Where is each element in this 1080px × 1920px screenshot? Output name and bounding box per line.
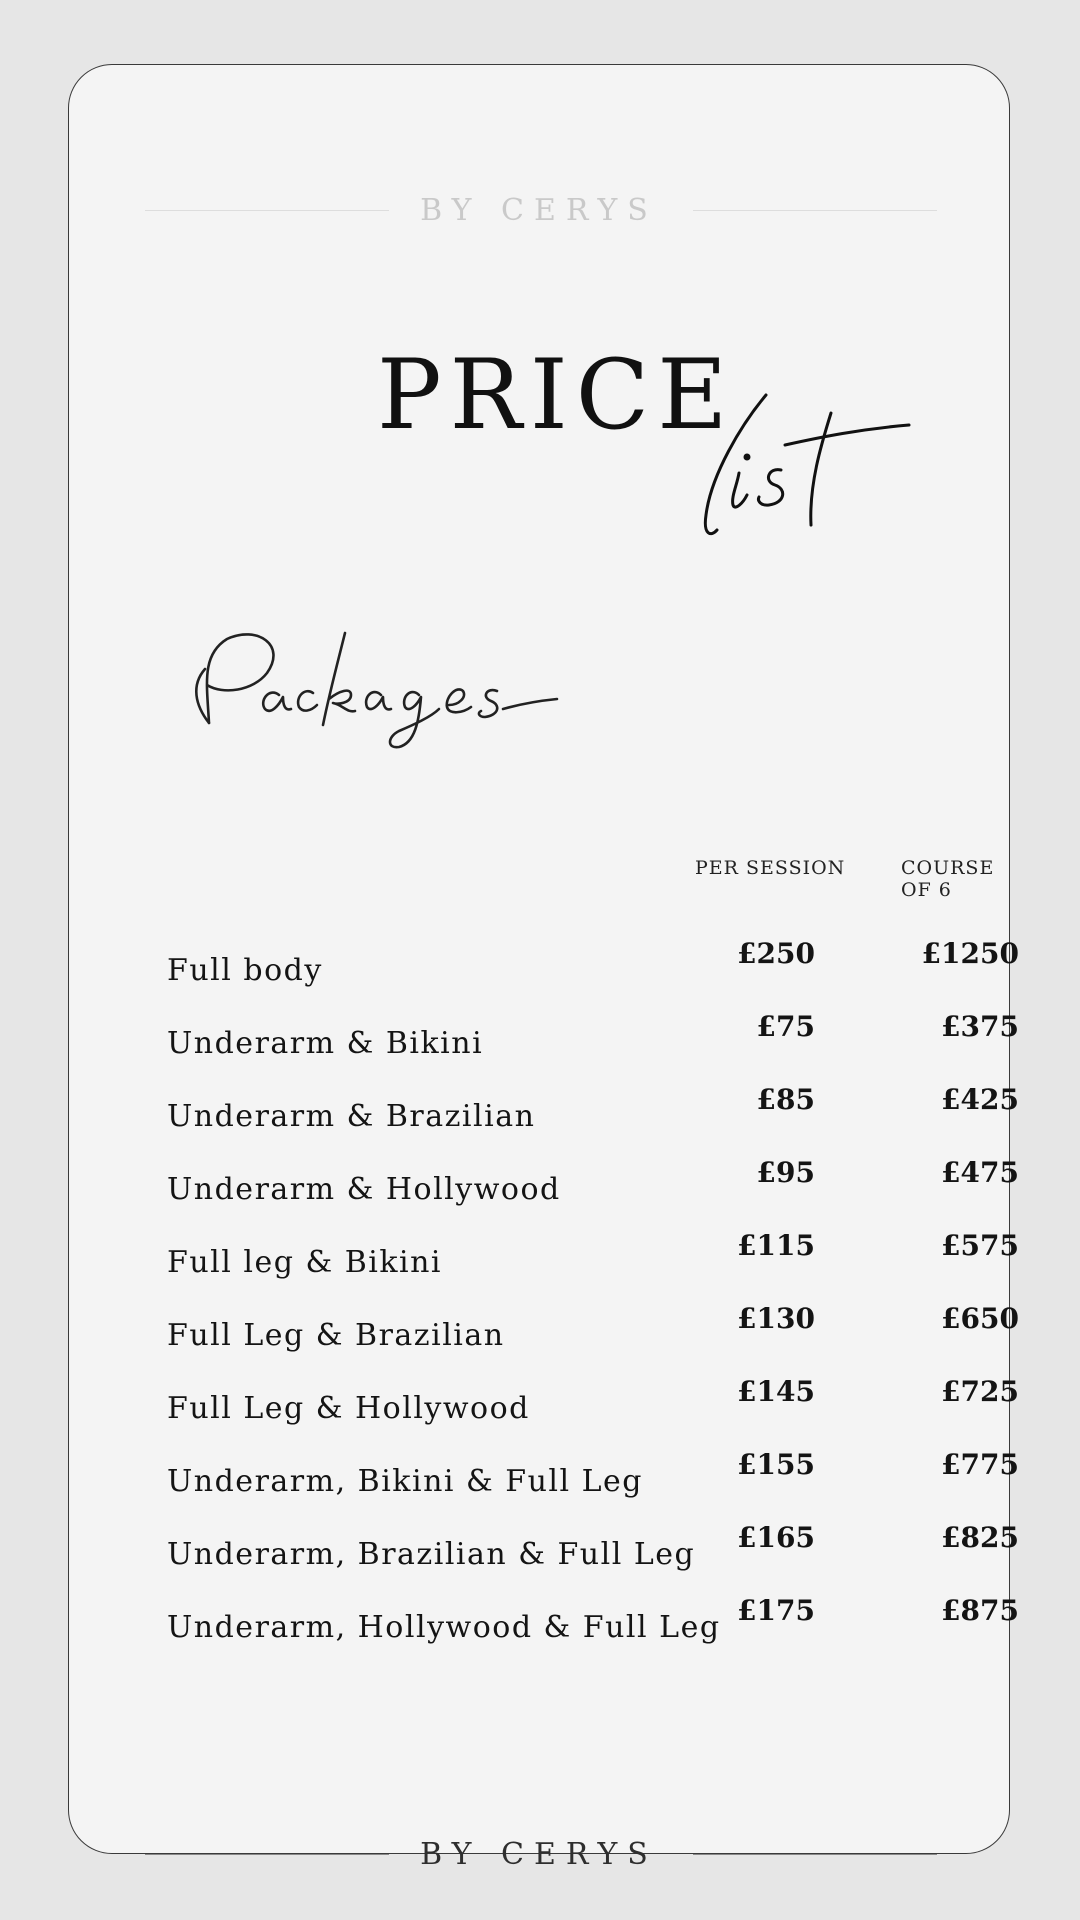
price-course: £875 bbox=[941, 1594, 1019, 1627]
price-course: £575 bbox=[941, 1229, 1019, 1262]
price-per-session: £155 bbox=[737, 1448, 815, 1481]
price-course: £650 bbox=[941, 1302, 1019, 1335]
price-per-session: £95 bbox=[756, 1156, 815, 1189]
price-per-session: £145 bbox=[737, 1375, 815, 1408]
table-row bbox=[69, 1000, 1019, 1073]
table-row bbox=[69, 1292, 1019, 1365]
price-course: £425 bbox=[941, 1083, 1019, 1116]
divider-line bbox=[693, 1854, 937, 1855]
price-course: £775 bbox=[941, 1448, 1019, 1481]
price-per-session: £250 bbox=[737, 937, 815, 970]
package-name: Full leg & Bikini bbox=[167, 1245, 443, 1280]
package-name: Full Leg & Brazilian bbox=[167, 1318, 505, 1353]
price-per-session: £165 bbox=[737, 1521, 815, 1554]
table-row bbox=[69, 1073, 1019, 1146]
price-per-session: £175 bbox=[737, 1594, 815, 1627]
script-list-lettering bbox=[681, 385, 921, 545]
package-name: Underarm & Brazilian bbox=[167, 1099, 536, 1134]
brand-name-bottom: BY CERYS bbox=[420, 1837, 658, 1872]
table-row bbox=[69, 1438, 1019, 1511]
price-per-session: £130 bbox=[737, 1302, 815, 1335]
price-per-session: £85 bbox=[756, 1083, 815, 1116]
package-name: Full Leg & Hollywood bbox=[167, 1391, 530, 1426]
title-price: PRICE bbox=[377, 339, 736, 451]
package-name: Underarm, Brazilian & Full Leg bbox=[167, 1537, 696, 1572]
divider-line bbox=[693, 210, 937, 211]
price-course: £825 bbox=[941, 1521, 1019, 1554]
package-name: Underarm, Hollywood & Full Leg bbox=[167, 1610, 721, 1645]
table-row bbox=[69, 1584, 1019, 1657]
package-name: Full body bbox=[167, 953, 323, 988]
column-header-course: COURSE OF 6 bbox=[901, 857, 995, 901]
price-table bbox=[69, 927, 1019, 1657]
table-row bbox=[69, 1365, 1019, 1438]
package-name: Underarm, Bikini & Full Leg bbox=[167, 1464, 643, 1499]
package-name: Underarm & Hollywood bbox=[167, 1172, 561, 1207]
brand-header bbox=[69, 191, 1009, 231]
price-course: £725 bbox=[941, 1375, 1019, 1408]
price-per-session: £75 bbox=[756, 1010, 815, 1043]
brand-name-top: BY CERYS bbox=[420, 193, 658, 228]
table-row bbox=[69, 1511, 1019, 1584]
price-course: £1250 bbox=[921, 937, 1019, 970]
table-row bbox=[69, 927, 1019, 1000]
price-course: £375 bbox=[941, 1010, 1019, 1043]
script-packages-lettering bbox=[187, 625, 567, 755]
price-card bbox=[68, 64, 1019, 1872]
table-row bbox=[69, 1146, 1019, 1219]
price-course: £475 bbox=[941, 1156, 1019, 1189]
table-row bbox=[69, 1219, 1019, 1292]
column-header-per-session: PER SESSION bbox=[695, 857, 846, 879]
price-per-session: £115 bbox=[737, 1229, 815, 1262]
section-title-packages bbox=[187, 625, 567, 755]
brand-footer bbox=[69, 1835, 1009, 1875]
package-name: Underarm & Bikini bbox=[167, 1026, 484, 1061]
title-script-list bbox=[681, 385, 921, 545]
